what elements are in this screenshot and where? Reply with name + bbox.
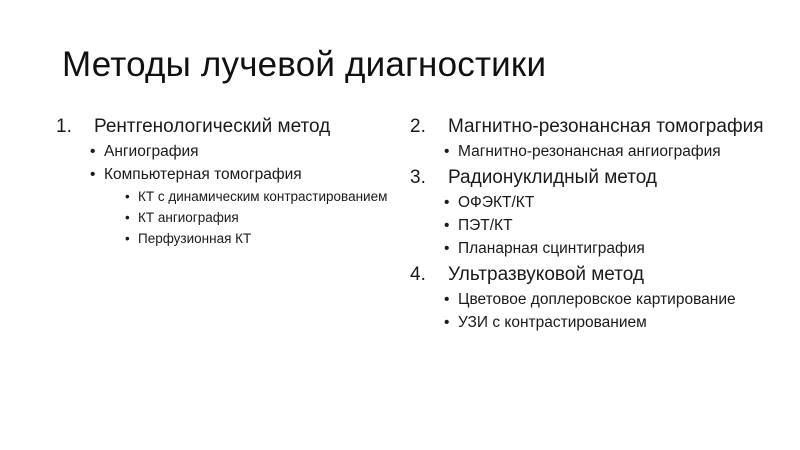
bullet-icon: •	[125, 210, 130, 225]
bullet-icon: •	[125, 231, 130, 246]
list-item	[56, 166, 396, 184]
numbered-item	[410, 116, 770, 138]
item-number: 4.	[410, 264, 426, 285]
list-item	[410, 143, 770, 161]
numbered-item	[410, 167, 770, 189]
item-number: 3.	[410, 167, 426, 188]
sub-list-item-label: Перфузионная КТ	[138, 231, 252, 246]
sub-list-item	[56, 231, 396, 247]
sub-list-item-label: КТ с динамическим контрастированием	[138, 189, 388, 204]
item-label: Радионуклидный метод	[448, 167, 657, 188]
list-item	[410, 314, 770, 332]
bullet-icon: •	[90, 166, 96, 183]
item-number: 1.	[56, 116, 72, 137]
sub-list-item-label: КТ ангиография	[138, 210, 239, 225]
list-item	[410, 194, 770, 212]
bullet-icon: •	[90, 143, 96, 160]
method-group-3	[410, 167, 770, 258]
list-item-label: Ангиография	[104, 143, 199, 160]
item-label: Рентгенологический метод	[94, 116, 331, 137]
bullet-icon: •	[444, 314, 450, 331]
item-label: Ультразвуковой метод	[448, 264, 644, 285]
numbered-item	[410, 264, 770, 286]
list-item-label: Магнитно-резонансная ангиография	[458, 143, 721, 160]
bullet-icon: •	[444, 194, 450, 211]
left-column	[56, 116, 396, 253]
list-item-label: УЗИ с контрастированием	[458, 314, 647, 331]
method-group-1	[56, 116, 396, 247]
bullet-icon: •	[444, 143, 450, 160]
list-item-label: Цветовое доплеровское картирование	[458, 291, 736, 308]
bullet-icon: •	[125, 189, 130, 204]
bullet-icon: •	[444, 217, 450, 234]
method-group-2	[410, 116, 770, 161]
list-item	[410, 291, 770, 309]
sub-list-item	[56, 189, 396, 205]
bullet-icon: •	[444, 240, 450, 257]
list-item	[410, 217, 770, 235]
list-item-label: ОФЭКТ/КТ	[458, 194, 535, 211]
numbered-item	[56, 116, 396, 138]
method-group-4	[410, 264, 770, 332]
sub-list-item	[56, 210, 396, 226]
list-item	[410, 240, 770, 258]
item-number: 2.	[410, 116, 426, 137]
list-item-label: Планарная сцинтиграфия	[458, 240, 645, 257]
item-label: Магнитно-резонансная томография	[448, 116, 764, 137]
list-item-label: Компьютерная томография	[104, 166, 302, 183]
slide-title: Методы лучевой диагностики	[62, 45, 547, 84]
list-item-label: ПЭТ/КТ	[458, 217, 513, 234]
bullet-icon: •	[444, 291, 450, 308]
right-column	[410, 116, 770, 338]
list-item	[56, 143, 396, 161]
